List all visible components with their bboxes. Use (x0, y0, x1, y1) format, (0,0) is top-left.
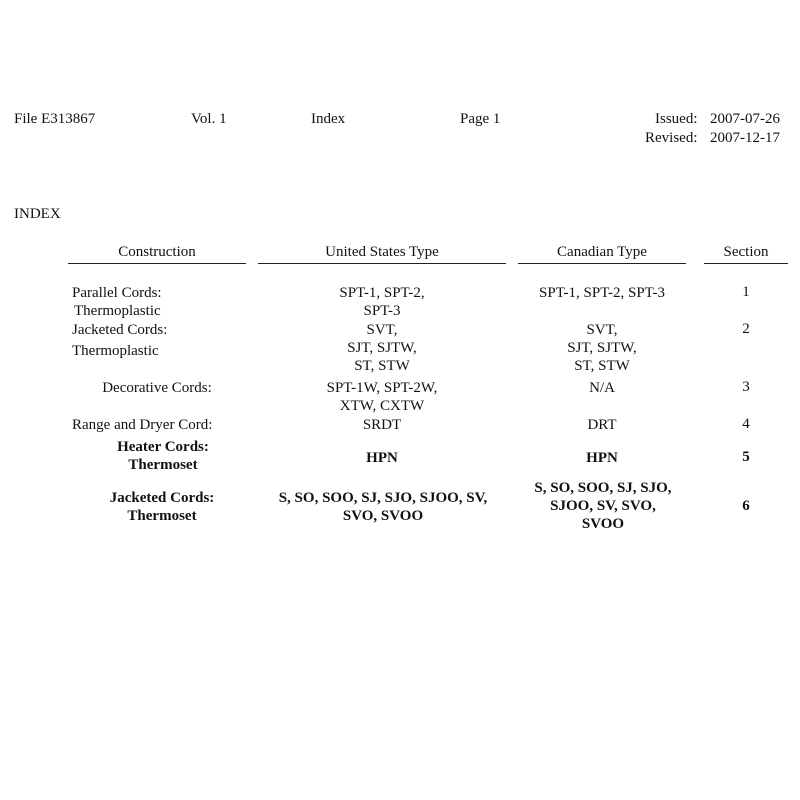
us-type-cell (258, 321, 506, 375)
canadian-type-line: SVT, (586, 322, 618, 338)
issued-date: 2007-07-26 (710, 111, 780, 127)
index-title: INDEX (14, 206, 61, 222)
construction-line: Parallel Cords: (72, 285, 162, 301)
revised-label: Revised: (645, 130, 698, 146)
us-type-cell (258, 379, 506, 415)
us-type-line: XTW, CXTW (339, 398, 425, 414)
canadian-type-line: SPT-1, SPT-2, SPT-3 (539, 285, 665, 301)
us-type-cell (252, 489, 514, 525)
section-cell: 5 (742, 449, 750, 465)
us-type-line: SPT-3 (363, 303, 401, 319)
construction-cell (72, 284, 162, 320)
us-type-line: SRDT (362, 417, 402, 433)
us-type-cell (258, 284, 506, 320)
us-type-line: S, SO, SOO, SJ, SJO, SJOO, SV, (278, 490, 488, 506)
canadian-type-cell (518, 321, 686, 375)
section-cell: 2 (742, 321, 750, 337)
canadian-type-cell (518, 416, 686, 434)
us-type-line: SVO, SVOO (342, 508, 424, 524)
us-type-line: HPN (366, 450, 398, 466)
header-rule (518, 263, 686, 264)
construction-line: Thermoset (128, 457, 198, 473)
us-type-line: SPT-1, SPT-2, (339, 285, 425, 301)
construction-line: Thermoplastic (72, 343, 159, 359)
us-type-line: SVT, (366, 322, 398, 338)
canadian-type-line: N/A (589, 380, 615, 396)
construction-line: Jacketed Cords: (109, 490, 215, 506)
canadian-type-line: SVOO (581, 516, 625, 532)
section-cell: 3 (742, 379, 750, 395)
header-rule (258, 263, 506, 264)
page-number: Page 1 (460, 111, 501, 127)
volume-label: Vol. 1 (191, 111, 227, 127)
construction-line: Thermoplastic (74, 303, 161, 319)
us-type-cell (258, 449, 506, 467)
construction-line: Heater Cords: (117, 439, 209, 455)
construction-cell (72, 489, 242, 525)
construction-line: Range and Dryer Cord: (72, 417, 213, 433)
canadian-type-cell (518, 379, 686, 397)
construction-cell (72, 379, 242, 397)
construction-cell (72, 416, 212, 434)
header-rule (704, 263, 788, 264)
canadian-type-cell (508, 479, 698, 533)
header-rule (68, 263, 246, 264)
construction-line: Jacketed Cords: (72, 322, 168, 338)
canadian-type-line: SJOO, SV, SVO, (550, 498, 656, 514)
column-header-construction: Construction (118, 244, 196, 260)
construction-line: Decorative Cords: (102, 380, 212, 396)
revised-date: 2007-12-17 (710, 130, 780, 146)
canadian-type-line: DRT (587, 417, 617, 433)
canadian-type-line: SJT, SJTW, (567, 340, 637, 356)
construction-cell (72, 321, 167, 360)
canadian-type-line: HPN (586, 450, 618, 466)
construction-line: Thermoset (127, 508, 197, 524)
column-header-canadian-type: Canadian Type (557, 244, 647, 260)
section-cell: 4 (742, 416, 750, 432)
canadian-type-line: ST, STW (574, 358, 630, 374)
construction-cell (72, 438, 242, 474)
file-number: File E313867 (14, 111, 96, 127)
canadian-type-cell (518, 449, 686, 467)
us-type-line: SJT, SJTW, (347, 340, 417, 356)
us-type-cell (258, 416, 506, 434)
section-cell: 1 (742, 284, 750, 300)
issued-label: Issued: (655, 111, 698, 127)
canadian-type-line: S, SO, SOO, SJ, SJO, (534, 480, 672, 496)
canadian-type-cell (518, 284, 686, 302)
section-cell: 6 (742, 498, 750, 514)
column-header-section: Section (723, 244, 769, 260)
column-header-us-type: United States Type (325, 244, 439, 260)
us-type-line: SPT-1W, SPT-2W, (326, 380, 438, 396)
section-label: Index (311, 111, 346, 127)
us-type-line: ST, STW (354, 358, 410, 374)
